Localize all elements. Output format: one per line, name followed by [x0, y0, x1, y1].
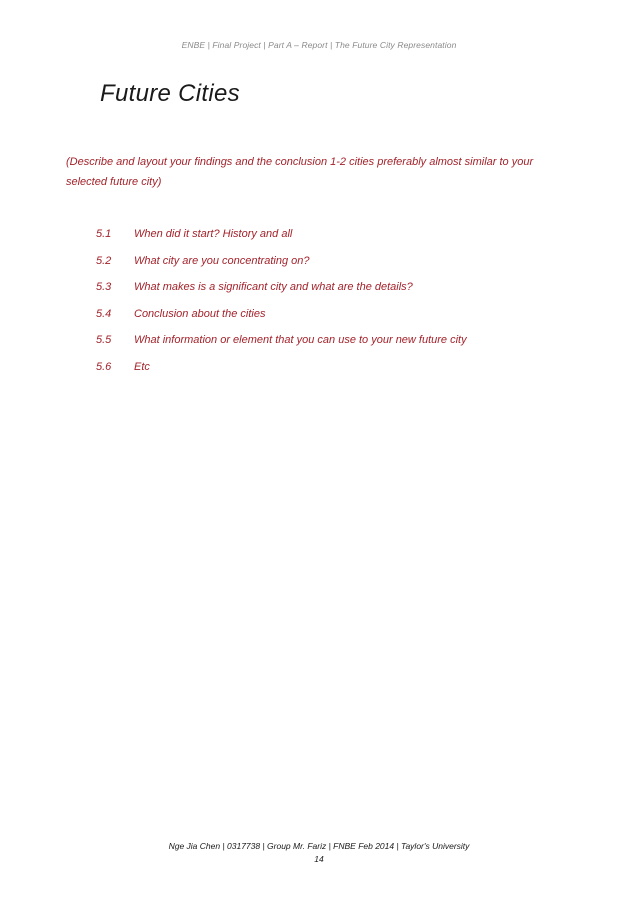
- item-number: 5.3: [96, 281, 112, 294]
- item-text: Etc: [134, 360, 150, 373]
- page-footer: [0, 840, 638, 866]
- item-number: 5.1: [96, 228, 112, 241]
- list-item: [96, 274, 467, 301]
- list-item: [96, 221, 467, 248]
- instructions-text: (Describe and layout your findings and the conclusion 1-2 cities preferably almost similar to your selected future city): [66, 156, 534, 188]
- item-text: What information or element that you can use to your new future city: [134, 334, 467, 347]
- item-text: When did it start? History and all: [134, 228, 293, 241]
- item-text: What city are you concentrating on?: [134, 254, 310, 267]
- item-number: 5.2: [96, 254, 112, 267]
- page-title: Future Cities: [100, 80, 240, 107]
- list-item: [96, 248, 467, 275]
- list-item: [96, 354, 467, 381]
- item-text: Conclusion about the cities: [134, 307, 266, 320]
- item-text: What makes is a significant city and what are the details?: [134, 281, 413, 294]
- footer-text: Nge Jia Chen | 0317738 | Group Mr. Fariz | FNBE Feb 2014 | Taylor's University: [168, 841, 470, 851]
- page-number: 14: [314, 854, 324, 864]
- page-header: ENBE | Final Project | Part A – Report | The Future City Representation: [181, 40, 457, 50]
- item-number: 5.6: [96, 360, 112, 373]
- item-number: 5.4: [96, 307, 112, 320]
- item-number: 5.5: [96, 334, 112, 347]
- section-list: [96, 221, 467, 380]
- list-item: [96, 301, 467, 328]
- list-item: [96, 327, 467, 354]
